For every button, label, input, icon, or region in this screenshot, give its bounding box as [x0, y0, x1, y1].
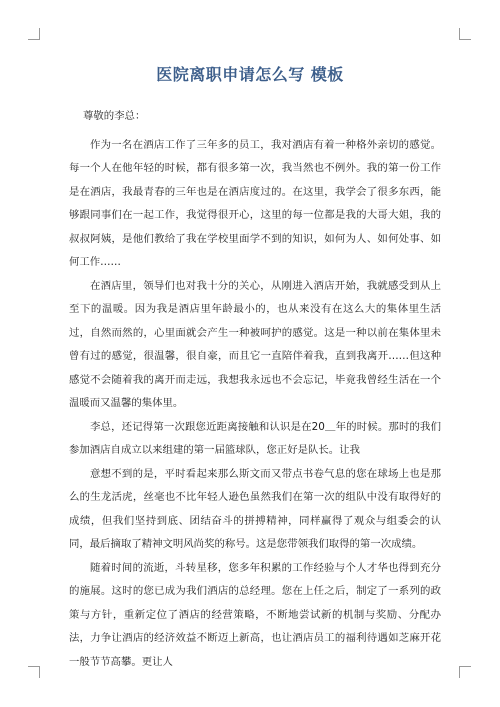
salutation: 尊敬的李总： — [83, 110, 146, 122]
crop-mark-top-right — [459, 28, 471, 40]
paragraph-1: 作为一名在酒店工作了三年多的员工，我对酒店有着一种格外亲切的感觉。每一个人在他年轻的时候，都有很多第一次，我当然也不例外。我的第一份工作是在酒店，我最青春的三年也是在酒店度过的。在这里，我学会了很多东西，能够跟同事们在一起工作，我觉得很开心，这里的每一位都是我的大哥大姐，我的叔叔阿姨，是他们教给了我在学校里面学不到的知识，如何为人、如何处事、如何工作…… — [69, 138, 441, 268]
paragraph-3: 李总，还记得第一次跟您近距离接触和认识是在20＿年的时候。那时的我们参加酒店自成立以来组建的第一届篮球队，您正好是队长。让我 — [69, 420, 441, 456]
paragraph-2: 在酒店里，领导们也对我十分的关心，从刚进入酒店开始，我就感受到从上至下的温暖。因为我是酒店里年龄最小的，也从来没有在这么大的集体里生活过，自然而然的，心里面就会产生一种被呵护的感觉。这是一种以前在集体里未曾有过的感觉，很温馨，很自豪，而且它一直陪伴着我，直到我离开……但这种感觉不会随着我的离开而走远，我想我永远也不会忘记，毕竟我曾经生活在一个温暖而又温馨的集体里。 — [69, 279, 441, 409]
crop-mark-bottom-left — [28, 666, 40, 678]
document-body — [69, 105, 441, 674]
document-title: 医院离职申请怎么写 模板 — [156, 65, 344, 84]
paragraph-4: 意想不到的是，平时看起来那么斯文而又带点书卷气息的您在球场上也是那么的生龙活虎，丝毫也不比年轻人逊色虽然我们在第一次的组队中没有取得好的成绩，但我们坚持到底、团结奋斗的拼搏精神，同样赢得了观众与组委会的认同，最后摘取了精神文明风尚奖的称号。这是您带领我们取得的第一次成绩。 — [69, 467, 441, 550]
paragraph-5: 随着时间的流逝，斗转星移，您多年积累的工作经验与个人才华也得到充分的施展。这时的您已成为我们酒店的总经理。您在上任之后，制定了一系列的政策与方针，重新定位了酒店的经营策略，不断地尝试新的机制与奖励、分配办法，力争让酒店的经济效益不断迈上新高，也让酒店员工的福利待遇如芝麻开花一般节节高攀。更让人 — [69, 561, 441, 668]
crop-mark-bottom-right — [459, 666, 471, 678]
crop-mark-top-left — [28, 28, 40, 40]
